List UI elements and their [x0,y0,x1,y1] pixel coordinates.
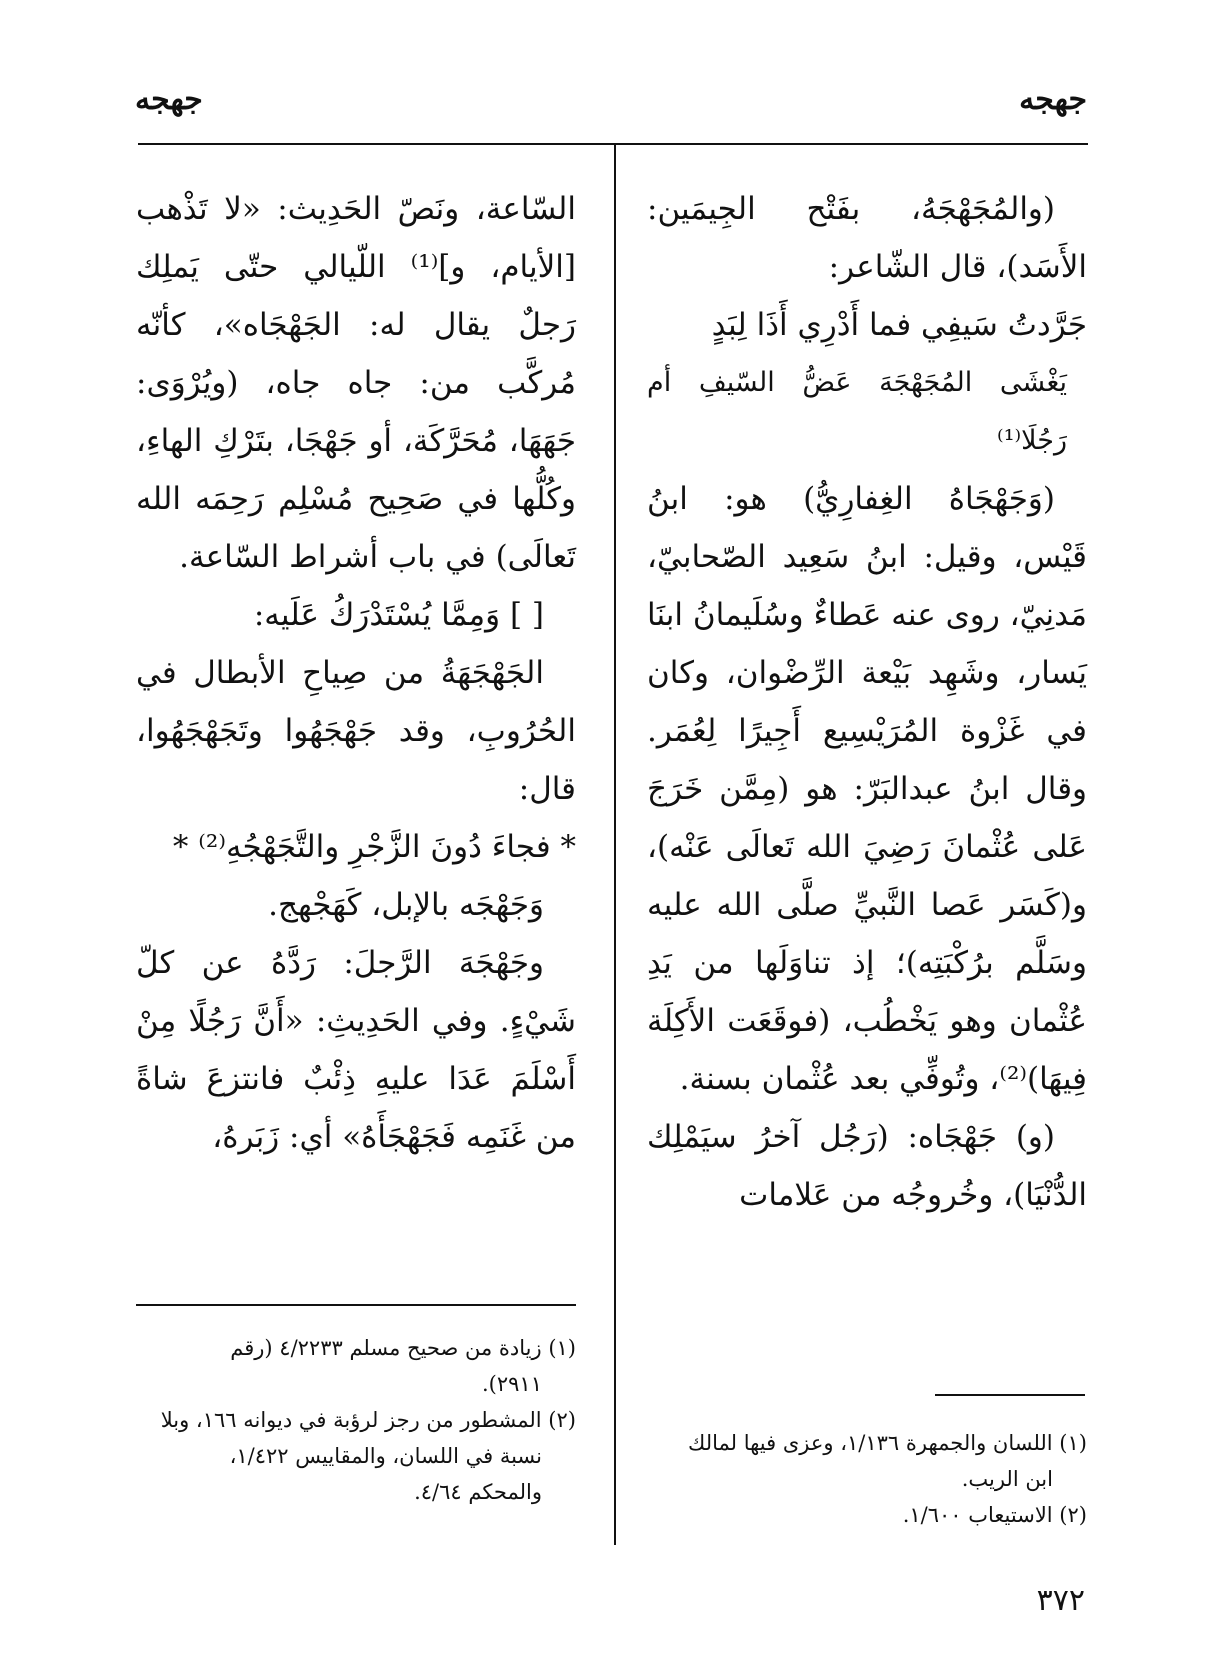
column-divider [614,145,616,1545]
footnote-2-left-cont: نسبة في اللسان، والمقاييس ١/٤٢٢، [229,1444,542,1468]
footnote-2-right: (٢) الاستيعاب ١/٦٠٠. [902,1503,1087,1527]
footnotes-left [136,1330,576,1510]
addendum-heading: [ ] وَمِمَّا يُسْتَدْرَكُ عَلَيه: [253,597,544,633]
footnote-rule-left [136,1304,576,1306]
left-column [136,180,576,1166]
footnote-1-right: (١) اللسان والجمهرة ١/١٣٦، وعزى فيها لمالك [688,1431,1087,1455]
rajaz-verse: * فجاءَ دُونَ الزَّجْرِ والتَّجَهْجُهِ⁽²⁾ * [172,829,576,865]
footnote-1-left: (١) زيادة من صحيح مسلم ٤/٢٢٣٣ (رقم [230,1336,576,1360]
entry-jahjahah: الجَهْجَهَةُ من صِياحِ الأبطال في الحُرُوبِ، وقد جَهْجَهُوا وتَجَهْجَهُوا، قال: [136,655,576,807]
entry-jahjah-rajul: وجَهْجَهَ الرَّجلَ: رَدَّهُ عن كلّ شَيْءٍ. وفي الحَدِيثِ: «أَنَّ رَجُلًا مِنْ أَسْلَمَ عَدَا عليهِ ذِئْبٌ فانتزعَ شاةً من غَنَمِه فَجَهْجَأَهُ» أي: زَبَرهُ، [136,945,576,1155]
running-head-right: جهجه [1019,82,1087,117]
hadith-paragraph: السّاعة، ونَصّ الحَدِيث: «لا تَذْهب [الأيام، و]⁽¹⁾ اللّيالي حتّى يَملِك رَجلٌ يقال له: الجَهْجَاه»، كأنّه مُركَّب من: جاه جاه، (ويُرْوَى: جَهَهَا، مُحَرَّكَة، أو جَهْجَا، بتَرْكِ الهاءِ، وكُلُّها في صَحِيح مُسْلِم رَحِمَه الله تَعالَى) في باب أشراط السّاعة. [136,191,576,575]
right-column [647,180,1087,1224]
page-number: ٣٧٢ [1036,1583,1085,1618]
footnote-2-left: (٢) المشطور من رجز لرؤبة في ديوانه ١٦٦، وبلا [160,1408,576,1432]
entry-jahjah-ghifari: (وَجَهْجَاهُ الغِفارِيُّ) هو: ابنُ قَيْس، وقيل: ابنُ سَعِيد الصّحابيّ، مَدنِيّ، روى عنه عَطاءٌ وسُلَيمانُ ابنَا يَسار، وشَهِد بَيْعة الرِّضْوان، وكان في غَزْوة المُرَيْسِيع أَجِيرًا لِعُمَر. وقال ابنُ عبدالبَرّ: هو (مِمَّن خَرَجَ عَلى عُثْمانَ رَضِيَ الله تَعالَى عَنْه)، و(كَسَر عَصا النَّبيِّ صلَّى الله عليه وسَلَّم برُكْبَتِه)؛ إذ تناوَلَها من يَدِ عُثْمان وهو يَخْطُب، (فوقَعَت الأَكِلَة فِيهَا)⁽²⁾، وتُوفِّي بعد عُثْمان بسنة. [647,481,1087,1097]
verse-line-2: يَغْشَى المُجَهْجَهَ عَضُّ السّيفِ أم رَجُلَا⁽¹⁾ [647,367,1067,456]
footnote-1-right-cont: ابن الريب. [961,1467,1053,1491]
footnote-1-left-cont: ٢٩١١). [482,1372,542,1396]
footnotes-right [632,1425,1087,1533]
verse-line-1: جَرَّدتُ سَيفِي فما أَدْرِي أَذَا لِبَدٍ [711,307,1087,343]
footnote-2-left-cont2: والمحكم ٤/٦٤. [414,1480,542,1504]
entry-mujahjah: (والمُجَهْجَهُ، بفَتْح الجِيمَين: الأَسَد)، قال الشّاعر: [647,191,1087,285]
footnote-rule-right [935,1394,1085,1396]
running-head-left: جهجه [135,82,203,117]
entry-jahjah-king: (و) جَهْجَاه: (رَجُل آخرُ سيَمْلِك الدُّنْيَا)، وخُروجُه من عَلامات [647,1119,1087,1213]
header-rule [138,143,1088,145]
entry-jahjah-ibil: وَجَهْجَه بالإبل، كَهَجْهج. [268,887,544,923]
